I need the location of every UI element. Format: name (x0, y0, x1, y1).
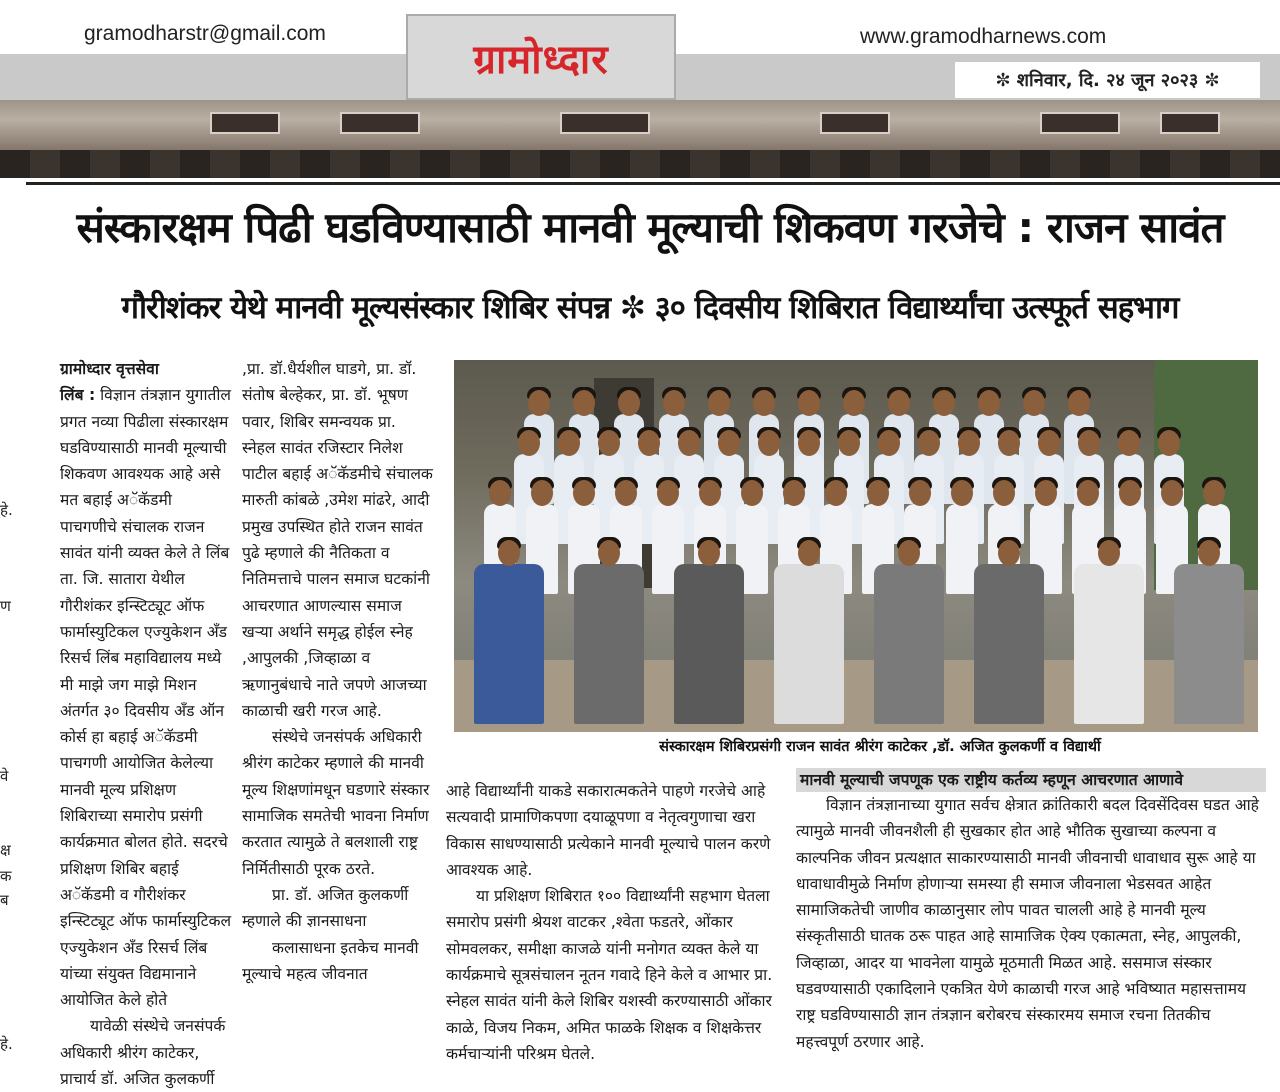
group-photo (454, 360, 1258, 732)
paragraph: प्रा. डॉ. अजित कुलकर्णी म्हणाले की ज्ञानसाधना (242, 885, 409, 931)
header-rule (26, 182, 1280, 185)
article-column-3 (446, 778, 792, 1066)
masthead-building-photo (0, 100, 1280, 178)
box-title: मानवी मूल्याची जपणूक एक राष्ट्रीय कर्तव्य म्हणून आचरणात आणावे (796, 768, 1266, 792)
sidebar-box (796, 768, 1266, 1066)
contact-email: gramodharstr@gmail.com (84, 22, 326, 45)
issue-date: ✼ शनिवार, दि. २४ जून २०२३ ✼ (955, 62, 1260, 98)
paragraph: संस्थेचे जनसंपर्क अधिकारी श्रीरंग काटेकर म्हणाले की मानवी मूल्य शिक्षणांमधून घडणारे संस्कार सामाजिक समतेची भावना निर्माण करतात त्यामुळे ते बलशाली राष्ट्र निर्मितीसाठी पूरक ठरते. (242, 728, 430, 878)
edge-fragment: ण (0, 597, 11, 615)
photo-caption: संस्कारक्षम शिबिरप्रसंगी राजन सावंत श्रीरंग काटेकर ,डॉ. अजित कुलकर्णी व विद्यार्थी (659, 739, 1101, 755)
subheadline: गौरीशंकर येथे मानवी मूल्यसंस्कार शिबिर संपन्न ✼ ३० दिवसीय शिबिरात विद्यार्थ्यांचा उत्स्फूर्त सहभाग (121, 290, 1179, 326)
box-body: विज्ञान तंत्रज्ञानाच्या युगात सर्वच क्षेत्रात क्रांतिकारी बदल दिवसेंदिवस घडत आहे त्यामुळे मानवी जीवनशैली ही सुखकार होत आहे भौतिक सुखाच्या कल्पना व काल्पनिक जीवन प्रत्यक्षात साकारण्यासाठी मानवी जीवनाची धावाधाव सुरू आहे या धावाधावीमुळे निर्माण होणाऱ्या समस्या ही समाज जीवनाला भेडसवत आहेत सामाजिकतेची जाणीव काळानुसार लोप पावत चालली आहे हे मानवी मूल्य संस्कृतीसाठी घातक ठरू पाहत आहे सामाजिक ऐक्य एकात्मता, स्नेह, आपुलकी, जिव्हाळा, आदर या भावनेला यामुळे मूठमाती मिळत आहे. ससमाज संस्कार घडवण्यासाठी एकादिलाने एकत्रित येणे काळाची गरज आहे भविष्यात महासत्तामय राष्ट्र घडविण्यासाठी ज्ञान तंत्रज्ञान बरोबरच संस्कारमय समाज रचना तितकीच महत्त्वपूर्ण ठरणार आहे. (796, 796, 1259, 1051)
website-url: www.gramodharnews.com (860, 25, 1107, 48)
logo-text: ग्रामोध्दार (473, 35, 609, 83)
masthead (0, 0, 1280, 180)
paragraph: आहे विद्यार्थ्यांनी याकडे सकारात्मकतेने पाहणे गरजेचे आहे सत्यवादी प्रामाणिकपणा दयाळूपणा व नेतृत्वगुणाचा खरा विकास साधण्यासाठी प्रत्येकाने मानवी मूल्याचे पालन करणे आवश्यक आहे. (446, 782, 771, 879)
headline: संस्कारक्षम पिढी घडविण्यासाठी मानवी मूल्याची शिकवण गरजेचे : राजन सावंत (76, 203, 1224, 252)
news-agency: ग्रामोध्दार वृत्तसेवा (60, 360, 159, 378)
paragraph: विज्ञान तंत्रज्ञान युगातील प्रगत नव्या पिढीला संस्कारक्षम घडविण्यासाठी मानवी मूल्याची शिकवण आवश्यक आहे असे मत बहाई अॅकॅडमी पाचगणीचे संचालक राजन सावंत यांनी व्यक्त केले ते लिंब ता. जि. सातारा येथील गौरीशंकर इन्स्टिट्यूट ऑफ फार्मास्युटिकल एज्युकेशन अँड रिसर्च लिंब महाविद्यालय मध्ये मी माझे जग माझे मिशन अंतर्गत ३० दिवसीय अँड ऑन कोर्स हा बहाई अॅकॅडमी पाचगणी आयोजित केलेल्या मानवी मूल्य प्रशिक्षण शिबिराच्या समारोप प्रसंगी कार्यक्रमात बोलत होते. सदरचे प्रशिक्षण शिबिर बहाई अॅकॅडमी व गौरीशंकर इन्स्टिट्यूट ऑफ फार्मास्युटिकल एज्युकेशन अँड रिसर्च लिंब यांच्या संयुक्त विद्यमानाने आयोजित केले होते (60, 386, 232, 1010)
edge-fragment: क (0, 867, 12, 885)
paragraph: यावेळी संस्थेचे जनसंपर्क अधिकारी श्रीरंग काटेकर, प्राचार्य डॉ. अजित कुलकर्णी (60, 1017, 226, 1089)
paragraph: या प्रशिक्षण शिबिरात १०० विद्यार्थ्यांनी सहभाग घेतला समारोप प्रसंगी श्रेयश वाटकर ,श्वेता फडतरे, ओंकार सोमवलकर, समीक्षा काजळे यांनी मनोगत व्यक्त केले या कार्यक्रमाचे सूत्रसंचालन नूतन गवादे हिने केले व आभार प्रा. स्नेहल सावंत यांनी केले शिबिर यशस्वी करण्यासाठी ओंकार काळे, विजय निकम, अमित फाळके शिक्षक व शिक्षकेत्तर कर्मचाऱ्यांनी परिश्रम घेतले. (446, 887, 773, 1063)
edge-fragment: क्ष (0, 841, 11, 859)
paragraph: कलासाधना इतकेच मानवी मूल्याचे महत्व जीवनात (242, 938, 419, 983)
edge-fragment: वे (0, 767, 9, 785)
article-column-2 (242, 356, 434, 1064)
article-column-1 (60, 356, 232, 1089)
newspaper-logo (406, 14, 676, 100)
edge-fragment: हे. (0, 1035, 13, 1053)
edge-fragment: हे. (0, 501, 13, 519)
edge-fragment: ब (0, 891, 9, 909)
dateline: लिंब : (60, 386, 96, 405)
paragraph: ,प्रा. डॉ.धैर्यशील घाडगे, प्रा. डॉ. संतोष बेल्हेकर, प्रा. डॉ. भूषण पवार, शिबिर समन्वयक प्रा. स्नेहल सावंत रजिस्टार निलेश पाटील बहाई अॅकॅडमीचे संचालक मारुती कांबळे ,उमेश मांढरे, आदी प्रमुख उपस्थित होते राजन सावंत पुढे म्हणाले की नैतिकता व नितिमत्ताचे पालन समाज घटकांनी आचरणात आणल्यास समाज खऱ्या अर्थाने समृद्ध होईल स्नेह ,आपुलकी ,जिव्हाळा व ऋणानुबंधाचे नाते जपणे आजच्या काळाची खरी गरज आहे. (242, 360, 433, 720)
